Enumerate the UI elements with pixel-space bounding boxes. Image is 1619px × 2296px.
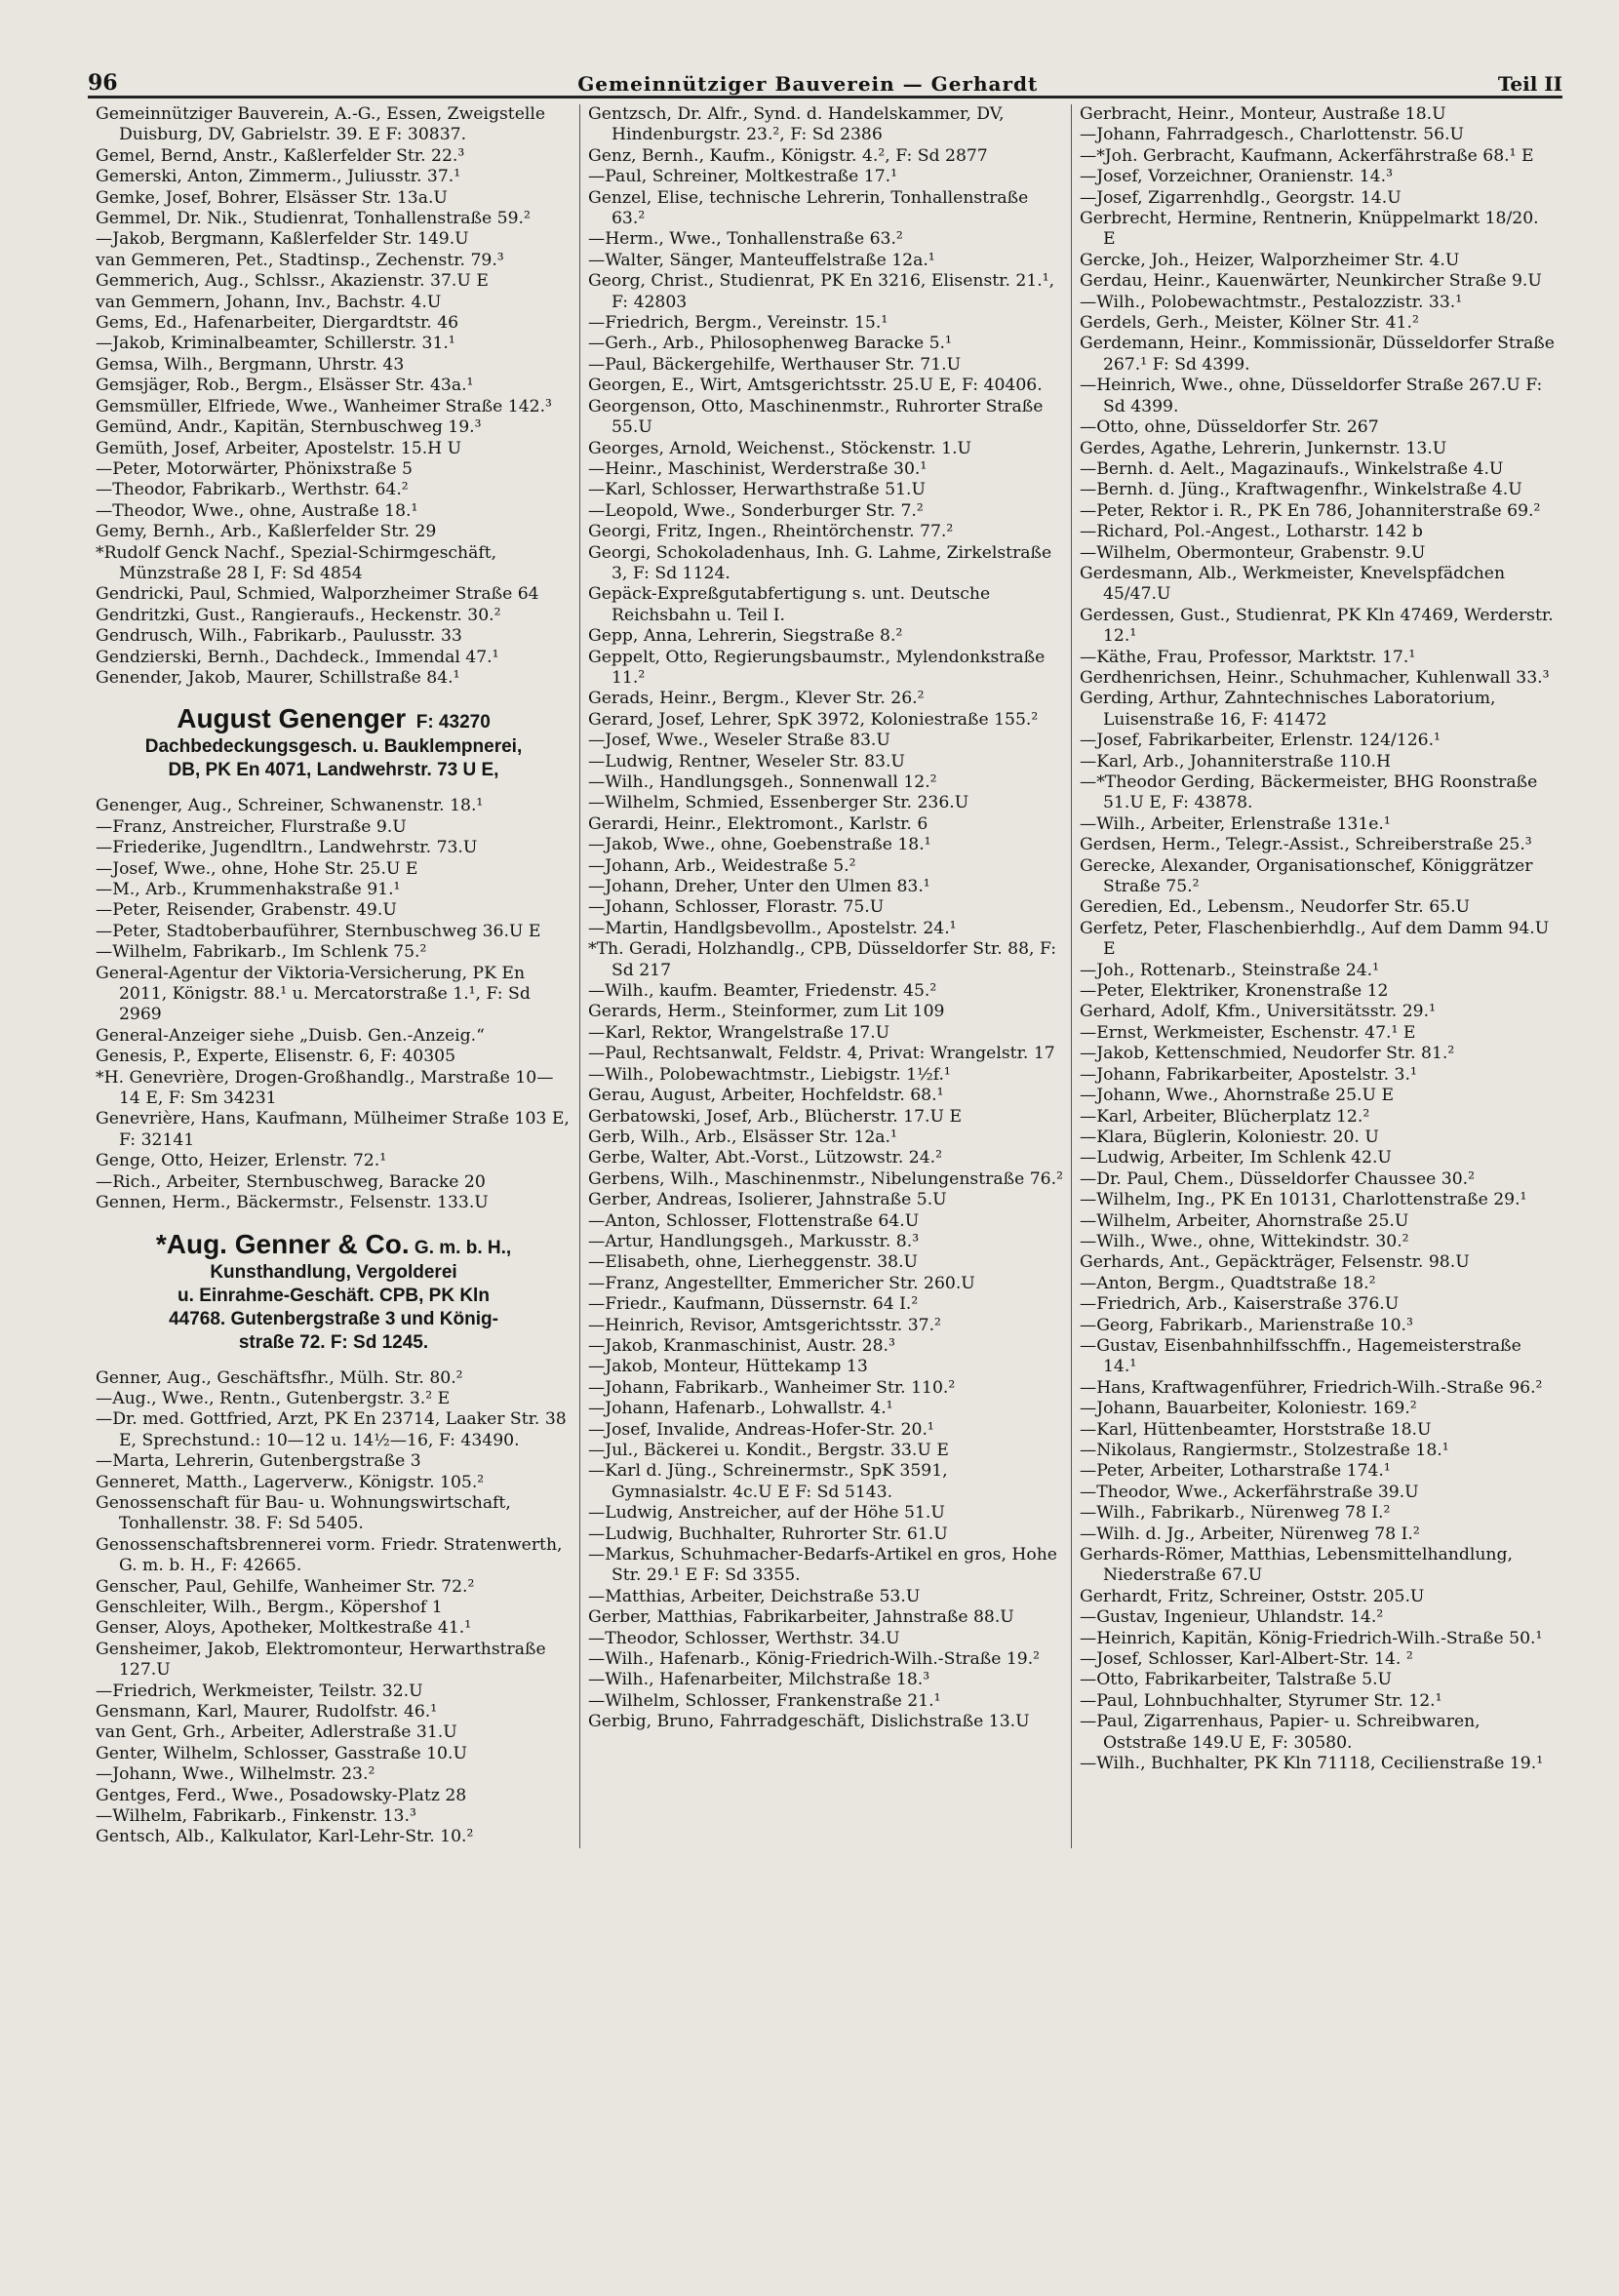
directory-entry: Georgi, Schokoladenhaus, Inh. G. Lahme, Zirkelstraße 3, F: Sd 1124. xyxy=(588,542,1052,583)
column-3 xyxy=(1071,104,1562,1848)
directory-entry: —Johann, Fahrradgesch., Charlottenstr. 56.U xyxy=(1080,125,1465,145)
directory-entry: —Josef, Zigarrenhdlg., Georgstr. 14.U xyxy=(1080,187,1402,208)
ad-genenger-line2: DB, PK En 4071, Landwehrstr. 73 U E, xyxy=(168,760,499,781)
directory-entry: —Marta, Lehrerin, Gutenbergstraße 3 xyxy=(96,1451,421,1472)
column-1 xyxy=(88,104,579,1848)
directory-entry: Gemünd, Andr., Kapitän, Sternbuschweg 19.³ xyxy=(96,417,482,438)
directory-entry: Georgi, Fritz, Ingen., Rheintörchenstr. 77.² xyxy=(588,522,954,542)
directory-entry: Gensheimer, Jakob, Elektromonteur, Herwarthstraße 127.U xyxy=(96,1639,546,1681)
directory-entry: —Leopold, Wwe., Sonderburger Str. 7.² xyxy=(588,500,924,521)
ad-genner-line2: u. Einrahme-Geschäft. CPB, PK Kln xyxy=(178,1285,490,1306)
column-1-entries-b xyxy=(96,796,572,1213)
directory-entry: —Wilhelm, Fabrikarb., Im Schlenk 75.² xyxy=(96,942,427,963)
directory-entry: —Friedrich, Arb., Kaiserstraße 376.U xyxy=(1080,1294,1400,1315)
directory-entry: Gerbatowski, Josef, Arb., Blücherstr. 17.U E xyxy=(588,1106,963,1127)
directory-entry: Gerdemann, Heinr., Kommissionär, Düsseldorfer Straße 267.¹ F: Sd 4399. xyxy=(1080,334,1555,375)
directory-entry: —Paul, Zigarrenhaus, Papier- u. Schreibwaren, Oststraße 149.U E, F: 30580. xyxy=(1080,1712,1481,1753)
directory-entry: —Wilhelm, Fabrikarb., Finkenstr. 13.³ xyxy=(96,1806,416,1827)
directory-entry: —Franz, Anstreicher, Flurstraße 9.U xyxy=(96,816,407,837)
directory-entry: —Artur, Handlungsgeh., Markusstr. 8.³ xyxy=(588,1231,920,1251)
directory-entry: —Anton, Schlosser, Flottenstraße 64.U xyxy=(588,1210,920,1231)
directory-entry: —Dr. med. Gottfried, Arzt, PK En 23714, Laaker Str. 38 E, Sprechstund.: 10—12 u. 14½—16, F: 43490. xyxy=(96,1409,567,1450)
directory-entry: —Theodor, Wwe., ohne, Austraße 18.¹ xyxy=(96,500,418,521)
directory-entry: —Elisabeth, ohne, Lierheggenstr. 38.U xyxy=(588,1252,919,1273)
directory-entry: Genner, Aug., Geschäftsfhr., Mülh. Str. 80.² xyxy=(96,1367,463,1388)
directory-entry: Gerbracht, Heinr., Monteur, Austraße 18.U xyxy=(1080,104,1446,124)
directory-entry: Gentges, Ferd., Wwe., Posadowsky-Platz 28 xyxy=(96,1785,467,1805)
directory-entry: —*Joh. Gerbracht, Kaufmann, Ackerfährstraße 68.¹ E xyxy=(1080,145,1534,166)
directory-entry: —Jakob, Wwe., ohne, Goebenstraße 18.¹ xyxy=(588,835,931,855)
directory-entry: —Karl, Schlosser, Herwarthstraße 51.U xyxy=(588,480,926,500)
directory-entry: —Jakob, Kettenschmied, Neudorfer Str. 81.² xyxy=(1080,1044,1455,1064)
directory-entry: —Bernh. d. Aelt., Magazinaufs., Winkelstraße 4.U xyxy=(1080,458,1504,479)
directory-entry: Gemsmüller, Elfriede, Wwe., Wanheimer Straße 142.³ xyxy=(96,396,552,416)
directory-entry: —Johann, Hafenarb., Lohwallstr. 4.¹ xyxy=(588,1399,893,1419)
directory-entry: —Georg, Fabrikarb., Marienstraße 10.³ xyxy=(1080,1315,1413,1335)
directory-entry: Gerber, Matthias, Fabrikarbeiter, Jahnstraße 88.U xyxy=(588,1607,1014,1628)
directory-entry: Gerhards, Ant., Gepäckträger, Felsenstr. 98.U xyxy=(1080,1252,1470,1273)
directory-entry: —Theodor, Fabrikarb., Werthstr. 64.² xyxy=(96,480,409,500)
directory-entry: Gerber, Andreas, Isolierer, Jahnstraße 5.U xyxy=(588,1190,947,1210)
directory-entry: Gemeinnütziger Bauverein, A.-G., Essen, Zweigstelle Duisburg, DV, Gabrielstr. 39. E F: 30837. xyxy=(96,104,546,145)
directory-entry: Genz, Bernh., Kaufm., Königstr. 4.², F: Sd 2877 xyxy=(588,145,988,166)
directory-entry: Gerdes, Agathe, Lehrerin, Junkernstr. 13.U xyxy=(1080,438,1447,458)
column-2 xyxy=(579,104,1071,1848)
directory-entry: Gerdessen, Gust., Studienrat, PK Kln 47469, Werderstr. 12.¹ xyxy=(1080,605,1554,647)
directory-entry: Georg, Christ., Studienrat, PK En 3216, Elisenstr. 21.¹, F: 42803 xyxy=(588,271,1055,312)
directory-entry: Gerding, Arthur, Zahntechnisches Laboratorium, Luisenstraße 16, F: 41472 xyxy=(1080,689,1496,730)
directory-entry: Gerards, Herm., Steinformer, zum Lit 109 xyxy=(588,1002,945,1022)
ad-genner-suffix: G. m. b. H., xyxy=(414,1237,512,1258)
directory-entry: —Johann, Bauarbeiter, Koloniestr. 169.² xyxy=(1080,1399,1417,1419)
directory-entry: Gentsch, Alb., Kalkulator, Karl-Lehr-Str. 10.² xyxy=(96,1827,474,1847)
directory-entry: —Paul, Bäckergehilfe, Werthauser Str. 71.U xyxy=(588,354,962,375)
directory-entry: —Aug., Wwe., Rentn., Gutenbergstr. 3.² E xyxy=(96,1388,451,1408)
directory-entry: —Heinrich, Kapitän, König-Friedrich-Wilh.-Straße 50.¹ xyxy=(1080,1628,1543,1648)
directory-entry: Gerau, August, Arbeiter, Hochfeldstr. 68.¹ xyxy=(588,1086,944,1106)
directory-entry: Gentzsch, Dr. Alfr., Synd. d. Handelskammer, DV, Hindenburgstr. 23.², F: Sd 2386 xyxy=(588,104,1005,145)
directory-entry: —Bernh. d. Jüng., Kraftwagenfhr., Winkelstraße 4.U xyxy=(1080,480,1522,500)
directory-entry: Gemsjäger, Rob., Bergm., Elsässer Str. 43a.¹ xyxy=(96,376,474,396)
directory-entry: —Rich., Arbeiter, Sternbuschweg, Baracke 20 xyxy=(96,1171,486,1192)
directory-entry: van Gent, Grh., Arbeiter, Adlerstraße 31.U xyxy=(96,1722,457,1743)
directory-entry: —Heinrich, Revisor, Amtsgerichtsstr. 37.² xyxy=(588,1315,941,1335)
directory-entry: —Josef, Fabrikarbeiter, Erlenstr. 124/126.¹ xyxy=(1080,731,1441,751)
directory-entry: Genscher, Paul, Gehilfe, Wanheimer Str. 72.² xyxy=(96,1576,475,1597)
directory-entry: —Johann, Dreher, Unter den Ulmen 83.¹ xyxy=(588,877,930,897)
directory-entry: Gerhard, Adolf, Kfm., Universitätsstr. 29.¹ xyxy=(1080,1002,1436,1022)
directory-entry: —Peter, Rektor i. R., PK En 786, Johanniterstraße 69.² xyxy=(1080,500,1541,521)
directory-entry: —Johann, Fabrikarbeiter, Apostelstr. 3.¹ xyxy=(1080,1064,1417,1085)
directory-entry: —Theodor, Schlosser, Werthstr. 34.U xyxy=(588,1628,900,1648)
directory-entry: —Paul, Schreiner, Moltkestraße 17.¹ xyxy=(588,167,898,187)
page-header xyxy=(88,57,1562,99)
directory-entry: —Josef, Invalide, Andreas-Hofer-Str. 20.¹ xyxy=(588,1419,934,1440)
directory-entry: Gerb, Wilh., Arb., Elsässer Str. 12a.¹ xyxy=(588,1127,897,1147)
directory-entry: Gerbe, Walter, Abt.-Vorst., Lützowstr. 24.² xyxy=(588,1148,943,1168)
directory-entry: —Gerh., Arb., Philosophenweg Baracke 5.¹ xyxy=(588,334,952,354)
directory-entry: —Josef, Wwe., Weseler Straße 83.U xyxy=(588,731,890,751)
directory-entry: —Peter, Stadtoberbauführer, Sternbuschweg 36.U E xyxy=(96,921,541,941)
directory-entry: —Gustav, Eisenbahnhilfsschffn., Hagemeisterstraße 14.¹ xyxy=(1080,1335,1521,1377)
directory-entry: —Paul, Lohnbuchhalter, Styrumer Str. 12.¹ xyxy=(1080,1690,1442,1711)
directory-entry: —Jakob, Monteur, Hüttekamp 13 xyxy=(588,1357,868,1377)
part-label: Teil II xyxy=(1497,72,1562,96)
directory-entry: Genender, Jakob, Maurer, Schillstraße 84.¹ xyxy=(96,667,460,688)
directory-entry: —Anton, Bergm., Quadtstraße 18.² xyxy=(1080,1273,1376,1293)
columns xyxy=(88,104,1562,1848)
directory-entry: Gemerski, Anton, Zimmerm., Juliusstr. 37.¹ xyxy=(96,167,461,187)
directory-entry: —Wilhelm, Schmied, Essenberger Str. 236.U xyxy=(588,793,969,813)
directory-entry: Gerbens, Wilh., Maschinenmstr., Nibelungenstraße 76.² xyxy=(588,1168,1063,1189)
directory-entry: —Ludwig, Anstreicher, auf der Höhe 51.U xyxy=(588,1503,945,1524)
directory-entry: Gerhardt, Fritz, Schreiner, Oststr. 205.U xyxy=(1080,1586,1425,1606)
directory-entry: Gendritzki, Gust., Rangieraufs., Heckenstr. 30.² xyxy=(96,605,501,625)
directory-entry: Gendzierski, Bernh., Dachdeck., Immendal 47.¹ xyxy=(96,647,499,667)
directory-entry: —Johann, Schlosser, Florastr. 75.U xyxy=(588,897,885,918)
directory-entry: —Wilh. d. Jg., Arbeiter, Nürenweg 78 I.² xyxy=(1080,1524,1420,1544)
directory-entry: Gendrusch, Wilh., Fabrikarb., Paulusstr. 33 xyxy=(96,626,462,647)
directory-entry: —Johann, Wwe., Ahornstraße 25.U E xyxy=(1080,1086,1394,1106)
directory-entry: Georgenson, Otto, Maschinenmstr., Ruhrorter Straße 55.U xyxy=(588,396,1044,438)
directory-entry: —Peter, Arbeiter, Lotharstraße 174.¹ xyxy=(1080,1461,1391,1482)
directory-entry: —Karl, Rektor, Wrangelstraße 17.U xyxy=(588,1022,890,1043)
directory-entry: —Ludwig, Buchhalter, Ruhrorter Str. 61.U xyxy=(588,1524,948,1544)
directory-entry: —Martin, Handlgsbevollm., Apostelstr. 24.¹ xyxy=(588,918,957,938)
directory-entry: General-Agentur der Viktoria-Versicherung, PK En 2011, Königstr. 88.¹ u. Mercatorstraße 1.¹, F: Sd 2969 xyxy=(96,963,531,1025)
directory-entry: Genzel, Elise, technische Lehrerin, Tonhallenstraße 63.² xyxy=(588,187,1029,229)
ad-genenger-line1: Dachbedeckungsgesch. u. Bauklempnerei, xyxy=(144,736,523,758)
directory-entry: —Josef, Vorzeichner, Oranienstr. 14.³ xyxy=(1080,167,1393,187)
directory-entry: Genge, Otto, Heizer, Erlenstr. 72.¹ xyxy=(96,1151,387,1171)
directory-entry: Gerads, Heinr., Bergm., Klever Str. 26.² xyxy=(588,689,925,709)
directory-entry: —Josef, Schlosser, Karl-Albert-Str. 14. ² xyxy=(1080,1649,1413,1670)
directory-entry: Genossenschaft für Bau- u. Wohnungswirtschaft, Tonhallenstr. 38. F: Sd 5405. xyxy=(96,1492,511,1534)
directory-entry: —Heinr., Maschinist, Werderstraße 30.¹ xyxy=(588,458,928,479)
directory-entry: —Wilh., Fabrikarb., Nürenweg 78 I.² xyxy=(1080,1503,1391,1524)
directory-entry: Geredien, Ed., Lebensm., Neudorfer Str. 65.U xyxy=(1080,897,1471,918)
column-1-entries-c xyxy=(96,1368,572,1848)
directory-entry: Gemüth, Josef, Arbeiter, Apostelstr. 15.H U xyxy=(96,438,462,458)
directory-entry: —Gustav, Ingenieur, Uhlandstr. 14.² xyxy=(1080,1607,1384,1628)
directory-entry: —Richard, Pol.-Angest., Lotharstr. 142 b xyxy=(1080,522,1423,542)
directory-entry: —Markus, Schuhmacher-Bedarfs-Artikel en gros, Hohe Str. 29.¹ E F: Sd 3355. xyxy=(588,1545,1057,1586)
directory-entry: —Wilh., Arbeiter, Erlenstraße 131e.¹ xyxy=(1080,813,1391,834)
directory-entry: —Friederike, Jugendltrn., Landwehrstr. 73.U xyxy=(96,838,478,858)
directory-entry: Gems, Ed., Hafenarbeiter, Diergardtstr. 46 xyxy=(96,313,459,334)
directory-entry: —Karl, Arb., Johanniterstraße 110.H xyxy=(1080,751,1391,772)
directory-entry: —Josef, Wwe., ohne, Hohe Str. 25.U E xyxy=(96,858,418,879)
ad-august-genenger xyxy=(96,702,572,782)
directory-entry: Genser, Aloys, Apotheker, Moltkestraße 41.¹ xyxy=(96,1618,472,1639)
directory-entry: —Peter, Motorwärter, Phönixstraße 5 xyxy=(96,458,413,479)
directory-entry: —Jakob, Kranmaschinist, Austr. 28.³ xyxy=(588,1335,895,1356)
directory-entry: —Johann, Arb., Weidestraße 5.² xyxy=(588,855,856,876)
directory-entry: —Karl d. Jüng., Schreinermstr., SpK 3591, Gymnasialstr. 4c.U E F: Sd 5143. xyxy=(588,1461,948,1502)
directory-entry: General-Anzeiger siehe „Duisb. Gen.-Anzeig.“ xyxy=(96,1025,485,1046)
directory-entry: —Joh., Rottenarb., Steinstraße 24.¹ xyxy=(1080,960,1380,980)
directory-entry: Gerdesmann, Alb., Werkmeister, Knevelspfädchen 45/47.U xyxy=(1080,563,1506,605)
directory-entry: Genesis, P., Experte, Elisenstr. 6, F: 40305 xyxy=(96,1047,455,1067)
directory-entry: —Karl, Hüttenbeamter, Horststraße 18.U xyxy=(1080,1419,1432,1440)
directory-entry: Gemy, Bernh., Arb., Kaßlerfelder Str. 29 xyxy=(96,522,437,542)
directory-entry: *Th. Geradi, Holzhandlg., CPB, Düsseldorfer Str. 88, F: Sd 217 xyxy=(588,939,1057,980)
directory-entry: —Wilh., Buchhalter, PK Kln 71118, Cecilienstraße 19.¹ xyxy=(1080,1754,1544,1774)
ad-genner-line1: Kunsthandlung, Vergolderei xyxy=(210,1261,457,1283)
column-3-entries xyxy=(1080,104,1555,1775)
directory-entry: Gemel, Bernd, Anstr., Kaßlerfelder Str. 22.³ xyxy=(96,145,465,166)
directory-entry: —Wilh., Polobewachtmstr., Liebigstr. 1½f.¹ xyxy=(588,1064,951,1085)
directory-entry: —Ernst, Werkmeister, Eschenstr. 47.¹ E xyxy=(1080,1022,1416,1043)
directory-entry: —Johann, Fabrikarb., Wanheimer Str. 110.² xyxy=(588,1377,956,1398)
directory-entry: Genossenschaftsbrennerei vorm. Friedr. Stratenwerth, G. m. b. H., F: 42665. xyxy=(96,1534,563,1576)
directory-entry: Gennen, Herm., Bäckermstr., Felsenstr. 133.U xyxy=(96,1193,489,1213)
ad-genenger-name: August Genenger xyxy=(177,703,407,734)
directory-entry: *H. Genevrière, Drogen-Großhandlg., Marstraße 10—14 E, F: Sm 34231 xyxy=(96,1067,554,1109)
directory-entry: —*Theodor Gerding, Bäckermeister, BHG Roonstraße 51.U E, F: 43878. xyxy=(1080,772,1538,813)
directory-entry: —Wilh., Hafenarb., König-Friedrich-Wilh.-Straße 19.² xyxy=(588,1649,1041,1670)
page-number: 96 xyxy=(88,70,118,96)
directory-entry: Genenger, Aug., Schreiner, Schwanenstr. 18.¹ xyxy=(96,796,484,816)
directory-entry: Genter, Wilhelm, Schlosser, Gasstraße 10.U xyxy=(96,1743,467,1763)
directory-entry: —Wilhelm, Obermonteur, Grabenstr. 9.U xyxy=(1080,542,1426,563)
directory-entry: —Wilh., Polobewachtmstr., Pestalozzistr. 33.¹ xyxy=(1080,292,1463,312)
directory-entry: Gemmel, Dr. Nik., Studienrat, Tonhallenstraße 59.² xyxy=(96,209,531,229)
ad-aug-genner xyxy=(96,1228,572,1355)
ad-genner-line4: straße 72. F: Sd 1245. xyxy=(238,1331,429,1353)
directory-entry: Gerdhenrichsen, Heinr., Schuhmacher, Kuhlenwall 33.³ xyxy=(1080,667,1550,688)
ad-genner-line3: 44768. Gutenbergstraße 3 und König- xyxy=(169,1308,498,1329)
directory-entry: —Heinrich, Wwe., ohne, Düsseldorfer Straße 267.U F: Sd 4399. xyxy=(1080,376,1543,416)
directory-entry: Gerbrecht, Hermine, Rentnerin, Knüppelmarkt 18/20. E xyxy=(1080,209,1539,250)
directory-entry: —Jakob, Kriminalbeamter, Schillerstr. 31.¹ xyxy=(96,334,455,354)
directory-entry: —Nikolaus, Rangiermstr., Stolzestraße 18.¹ xyxy=(1080,1441,1449,1460)
column-1-entries-a xyxy=(96,104,572,689)
directory-entry: —M., Arb., Krummenhakstraße 91.¹ xyxy=(96,880,401,899)
directory-entry: —Franz, Angestellter, Emmericher Str. 260.U xyxy=(588,1273,975,1293)
directory-entry: —Otto, ohne, Düsseldorfer Str. 267 xyxy=(1080,417,1379,438)
directory-entry: Gemmerich, Aug., Schlssr., Akazienstr. 37.U E xyxy=(96,271,489,292)
directory-entry: —Herm., Wwe., Tonhallenstraße 63.² xyxy=(588,229,903,250)
directory-entry: —Wilhelm, Schlosser, Frankenstraße 21.¹ xyxy=(588,1690,941,1711)
directory-entry: Genneret, Matth., Lagerverw., Königstr. 105.² xyxy=(96,1472,485,1492)
directory-entry: —Johann, Wwe., Wilhelmstr. 23.² xyxy=(96,1764,375,1785)
directory-entry: Gerdels, Gerh., Meister, Kölner Str. 41.² xyxy=(1080,313,1419,334)
directory-entry: —Ludwig, Rentner, Weseler Str. 83.U xyxy=(588,751,905,772)
directory-entry: —Klara, Büglerin, Koloniestr. 20. U xyxy=(1080,1127,1379,1147)
directory-entry: Gercke, Joh., Heizer, Walporzheimer Str. 4.U xyxy=(1080,250,1460,270)
directory-entry: —Karl, Arbeiter, Blücherplatz 12.² xyxy=(1080,1106,1370,1127)
directory-entry: Gerardi, Heinr., Elektromont., Karlstr. 6 xyxy=(588,813,928,834)
directory-entry: van Gemmeren, Pet., Stadtinsp., Zechenstr. 79.³ xyxy=(96,250,504,270)
directory-entry: Gepäck-Expreßgutabfertigung s. unt. Deutsche Reichsbahn u. Teil I. xyxy=(588,584,991,625)
directory-entry: van Gemmern, Johann, Inv., Bachstr. 4.U xyxy=(96,292,442,312)
directory-entry: —Friedrich, Werkmeister, Teilstr. 32.U xyxy=(96,1681,423,1701)
ad-genner-name: *Aug. Genner & Co. xyxy=(155,1228,410,1259)
directory-entry: Georgen, E., Wirt, Amtsgerichtsstr. 25.U E, F: 40406. xyxy=(588,376,1043,396)
directory-entry: Gerdau, Heinr., Kauenwärter, Neunkircher Straße 9.U xyxy=(1080,271,1542,292)
directory-entry: —Jakob, Bergmann, Kaßlerfelder Str. 149.U xyxy=(96,229,469,250)
directory-entry: —Wilh., Hafenarbeiter, Milchstraße 18.³ xyxy=(588,1670,930,1690)
directory-entry: —Wilhelm, Arbeiter, Ahornstraße 25.U xyxy=(1080,1210,1409,1231)
directory-entry: —Walter, Sänger, Manteuffelstraße 12a.¹ xyxy=(588,250,935,270)
directory-entry: —Peter, Reisender, Grabenstr. 49.U xyxy=(96,900,397,921)
directory-entry: Gerard, Josef, Lehrer, SpK 3972, Koloniestraße 155.² xyxy=(588,709,1039,730)
directory-entry: Gensmann, Karl, Maurer, Rudolfstr. 46.¹ xyxy=(96,1702,438,1722)
directory-entry: —Jul., Bäckerei u. Kondit., Bergstr. 33.U E xyxy=(588,1441,949,1460)
directory-entry: —Wilh., kaufm. Beamter, Friedenstr. 45.² xyxy=(588,981,937,1002)
directory-entry: —Friedr., Kaufmann, Düssernstr. 64 I.² xyxy=(588,1294,919,1315)
directory-entry: Gerdsen, Herm., Telegr.-Assist., Schreiberstraße 25.³ xyxy=(1080,835,1532,855)
directory-entry: —Wilh., Handlungsgeh., Sonnenwall 12.² xyxy=(588,772,937,792)
directory-entry: Gemke, Josef, Bohrer, Elsässer Str. 13a.U xyxy=(96,187,448,208)
directory-entry: —Käthe, Frau, Professor, Marktstr. 17.¹ xyxy=(1080,647,1416,667)
directory-entry: —Friedrich, Bergm., Vereinstr. 15.¹ xyxy=(588,313,888,334)
directory-entry: Gepp, Anna, Lehrerin, Siegstraße 8.² xyxy=(588,626,903,647)
directory-entry: —Dr. Paul, Chem., Düsseldorfer Chaussee 30.² xyxy=(1080,1168,1475,1189)
directory-entry: —Matthias, Arbeiter, Deichstraße 53.U xyxy=(588,1586,921,1606)
directory-entry: —Wilhelm, Ing., PK En 10131, Charlottenstraße 29.¹ xyxy=(1080,1190,1527,1210)
directory-entry: Geppelt, Otto, Regierungsbaumstr., Mylendonkstraße 11.² xyxy=(588,647,1046,688)
directory-entry: —Wilh., Wwe., ohne, Wittekindstr. 30.² xyxy=(1080,1231,1409,1251)
directory-entry: Genschleiter, Wilh., Bergm., Köpershof 1 xyxy=(96,1597,443,1617)
directory-entry: Gemsa, Wilh., Bergmann, Uhrstr. 43 xyxy=(96,354,405,375)
directory-entry: —Ludwig, Arbeiter, Im Schlenk 42.U xyxy=(1080,1148,1392,1168)
directory-entry: Gerecke, Alexander, Organisationschef, Königgrätzer Straße 75.² xyxy=(1080,855,1533,897)
directory-entry: Gerfetz, Peter, Flaschenbierhdlg., Auf dem Damm 94.U E xyxy=(1080,918,1550,960)
ad-genenger-tel: F: 43270 xyxy=(415,712,491,733)
directory-entry: Gerhards-Römer, Matthias, Lebensmittelhandlung, Niederstraße 67.U xyxy=(1080,1545,1513,1586)
directory-entry: —Otto, Fabrikarbeiter, Talstraße 5.U xyxy=(1080,1670,1393,1690)
running-title: Gemeinnütziger Bauverein — Gerhardt xyxy=(577,72,1039,96)
directory-entry: Georges, Arnold, Weichenst., Stöckenstr. 1.U xyxy=(588,438,972,458)
directory-entry: —Paul, Rechtsanwalt, Feldstr. 4, Privat: Wrangelstr. 17 xyxy=(588,1044,1055,1064)
directory-entry: Gerbig, Bruno, Fahrradgeschäft, Dislichstraße 13.U xyxy=(588,1712,1030,1732)
directory-entry: Gendricki, Paul, Schmied, Walporzheimer Straße 64 xyxy=(96,584,539,605)
directory-entry: —Theodor, Wwe., Ackerfährstraße 39.U xyxy=(1080,1482,1419,1502)
directory-entry: *Rudolf Genck Nachf., Spezial-Schirmgeschäft, Münzstraße 28 I, F: Sd 4854 xyxy=(96,542,497,583)
directory-entry: —Hans, Kraftwagenführer, Friedrich-Wilh.-Straße 96.² xyxy=(1080,1377,1543,1398)
directory-entry: Genevrière, Hans, Kaufmann, Mülheimer Straße 103 E, F: 32141 xyxy=(96,1109,570,1150)
column-2-entries xyxy=(588,104,1063,1733)
directory-entry: —Peter, Elektriker, Kronenstraße 12 xyxy=(1080,981,1389,1002)
